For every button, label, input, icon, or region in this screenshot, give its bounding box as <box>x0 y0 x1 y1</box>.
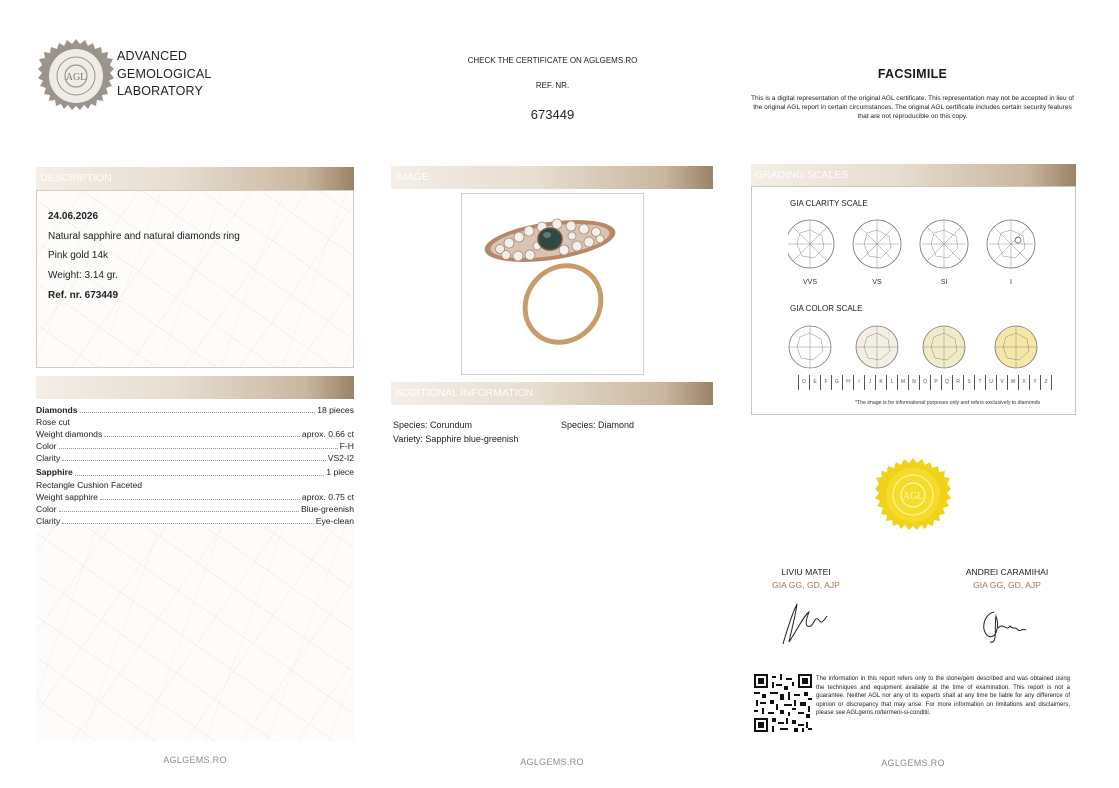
brand-line-1: ADVANCED <box>117 49 188 63</box>
sapphire-weight-value: aprox. 0.75 ct <box>301 491 354 502</box>
diamonds-weight-row <box>36 428 354 440</box>
color-grade-g: G <box>831 375 842 390</box>
description-section-header <box>36 167 354 190</box>
additional-info-section-header <box>391 382 713 405</box>
footer-right: AGLGEMS.RO <box>881 758 945 768</box>
color-grade-r: R <box>952 375 963 390</box>
sapphire-clarity-value: Eye-clean <box>315 515 354 526</box>
footer-center: AGLGEMS.RO <box>520 757 584 767</box>
diamonds-clarity-row <box>36 452 354 464</box>
diamonds-weight-label: Weight diamonds <box>36 429 103 440</box>
grading-section-header <box>751 164 1076 187</box>
color-grade-x: X <box>1018 375 1029 390</box>
sapphire-color-value: Blue-greenish <box>300 503 354 514</box>
color-grade-l: L <box>886 375 897 390</box>
color-letter-scale <box>798 375 1052 390</box>
color-grade-e: E <box>809 375 820 390</box>
details-section-header <box>36 376 354 399</box>
clarity-label-vvs: VVS <box>802 279 817 286</box>
diamonds-color-value: F-H <box>339 441 354 452</box>
item-ref: Ref. nr. 673449 <box>48 289 119 301</box>
color-scale-title: GIA COLOR SCALE <box>790 304 863 313</box>
brand-name <box>117 48 212 101</box>
sapphire-variety: Variety: Sapphire blue-greenish <box>393 434 519 444</box>
color-diamonds <box>788 323 1048 371</box>
footer-left: AGLGEMS.RO <box>163 755 227 765</box>
color-grade-u: U <box>985 375 996 390</box>
color-grade-s: S <box>963 375 974 390</box>
brand-line-2: GEMOLOGICAL <box>117 66 212 81</box>
facsimile-title: FACSIMILE <box>877 67 948 81</box>
sapphire-color-label: Color <box>36 503 57 514</box>
sapphire-count: 1 piece <box>326 467 354 478</box>
sapphire-clarity-label: Clarity <box>36 515 61 526</box>
diamonds-color-label: Color <box>36 441 57 452</box>
signature-right <box>976 604 1036 646</box>
facsimile-text: This is a digital representation of the original AGL certificate. This representation may not be accepted in lieu of the original AGL report in certain circumstances. The original AGL certificate includes certain security features that are not reproducible on this copy. <box>751 95 1074 121</box>
color-grade-j: J <box>864 375 875 390</box>
color-grade-p: P <box>930 375 941 390</box>
brand-line-3: LABORATORY <box>117 84 204 98</box>
diamonds-cut-row <box>36 416 354 428</box>
diamond-species: Species: Diamond <box>561 420 635 430</box>
clarity-label-si: SI <box>940 279 948 286</box>
watermark-area <box>36 526 354 741</box>
clarity-scale-title: GIA CLARITY SCALE <box>790 199 868 208</box>
ring-image-frame <box>461 193 644 375</box>
description-heading: DESCRIPTION <box>40 172 112 184</box>
signer-left-credentials: GIA GG, GD, AJP <box>772 580 840 590</box>
ring-photo <box>462 194 643 374</box>
color-grade-v: V <box>996 375 1007 390</box>
color-grade-t: T <box>974 375 985 390</box>
color-grade-n: N <box>908 375 919 390</box>
certificate-date: 24.06.2026 <box>48 211 99 222</box>
sapphire-species: Species: Corundum <box>393 420 473 430</box>
additional-info-heading: ADDITIONAL INFORMATION <box>395 387 534 399</box>
sapphire-cut-row <box>36 479 354 491</box>
color-grade-z: Z <box>1040 375 1052 390</box>
clarity-diamonds <box>788 218 1048 274</box>
color-grade-i: I <box>853 375 864 390</box>
grading-heading: GRADING SCALES <box>755 169 849 181</box>
signer-right-name: ANDREI CARAMIHAI <box>965 567 1049 577</box>
agl-seal-logo <box>38 38 114 114</box>
color-grade-h: H <box>842 375 853 390</box>
color-grade-m: M <box>897 375 908 390</box>
image-heading: IMAGE <box>395 171 429 183</box>
item-description: Natural sapphire and natural diamonds ring <box>48 230 240 242</box>
check-certificate-text: CHECK THE CERTIFICATE ON AGLGEMS.RO <box>467 56 638 65</box>
color-grade-k: K <box>875 375 886 390</box>
signer-left-name: LIVIU MATEI <box>781 567 831 577</box>
gold-seal-monogram: AGL <box>902 491 924 502</box>
diamonds-count: 18 pieces <box>317 405 354 415</box>
diamonds-cut: Rose cut <box>36 417 70 428</box>
grading-note: *The image is for informational purposes only and refers exclusively to diamonds <box>855 400 1041 406</box>
sapphire-cut: Rectangle Cushion Faceted <box>36 479 143 490</box>
legal-disclaimer: The information in this report refers only to the stone/gem described and was obtained using the techniques and equipment available at the time of examination. This report is not a guarantee. Neither AGL nor any of its experts shall at any time be liable for any difference of opinion or discrepancy that may arise. For more information on limitations and disclaimers, please see AGLgems.ro/termeni-si-conditii. <box>816 676 1070 717</box>
gold-seal-icon <box>874 457 952 535</box>
signer-right-credentials: GIA GG, GD, AJP <box>973 580 1041 590</box>
qr-code[interactable] <box>754 674 812 732</box>
ref-value: 673449 <box>530 107 575 122</box>
color-grade-o: O <box>919 375 930 390</box>
sapphire-weight-label: Weight sapphire <box>36 491 98 502</box>
sapphire-color-row <box>36 503 354 515</box>
diamonds-title: Diamonds <box>36 405 78 415</box>
diamonds-clarity-label: Clarity <box>36 453 61 464</box>
diamonds-color-row <box>36 440 354 452</box>
diamonds-weight-value: aprox. 0.66 ct <box>301 429 354 440</box>
clarity-label-vs: VS <box>872 279 882 286</box>
clarity-label-i: I <box>1010 279 1012 286</box>
signature-left <box>775 600 835 648</box>
sapphire-row <box>36 466 354 478</box>
diamonds-row <box>36 404 354 416</box>
stone-details <box>36 404 354 527</box>
color-grade-y: Y <box>1029 375 1040 390</box>
description-lines <box>48 207 240 306</box>
color-grade-q: Q <box>941 375 952 390</box>
image-section-header <box>391 166 713 189</box>
grading-box <box>751 186 1076 415</box>
color-grade-w: W <box>1007 375 1018 390</box>
sapphire-title: Sapphire <box>36 467 73 478</box>
color-grade-f: F <box>820 375 831 390</box>
color-grade-d: D <box>798 375 809 390</box>
seal-monogram: AGL <box>65 72 87 83</box>
ref-label: REF. NR. <box>535 81 570 90</box>
metal-description: Pink gold 14k <box>48 250 109 262</box>
diamonds-clarity-value: VS2-I2 <box>327 453 354 464</box>
sapphire-weight-row <box>36 491 354 503</box>
item-weight: Weight: 3.14 gr. <box>48 270 118 282</box>
